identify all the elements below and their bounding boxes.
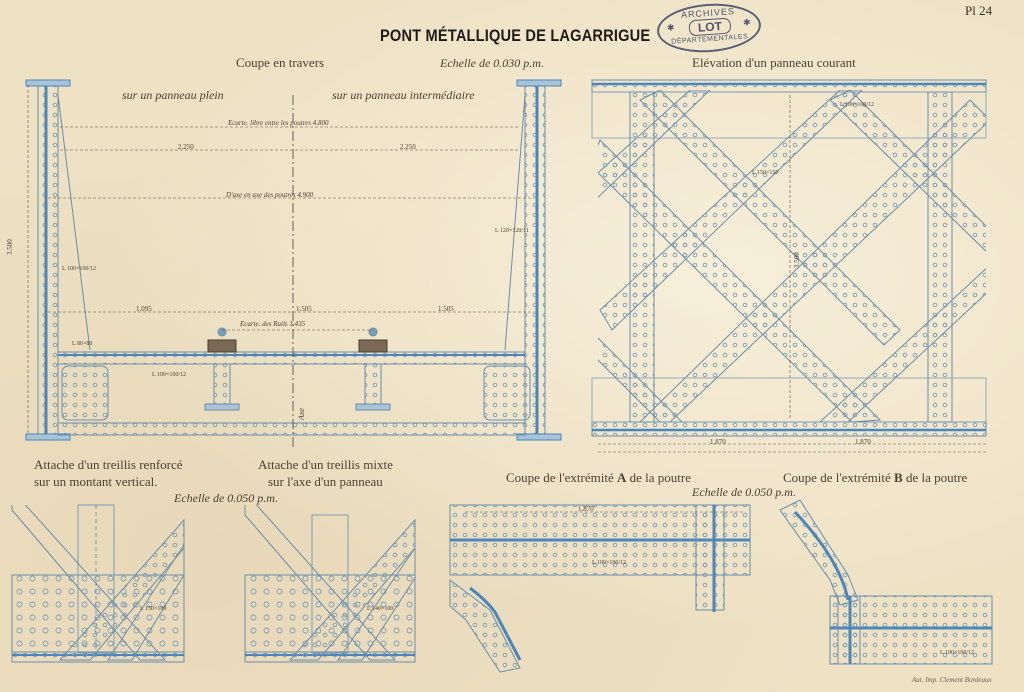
detail-4-title-prefix: Coupe de l'extrémité (783, 470, 895, 485)
detail-3-scale: Echelle de 0.050 p.m. (692, 485, 796, 499)
profile-label: L 100×100/12 (840, 102, 874, 108)
detail-1-title-line-1: Attache d'un treillis renforcé (34, 457, 183, 472)
detail-3-title-letter: A (617, 470, 627, 485)
plate-number: Pl 24 (965, 3, 993, 18)
cross-section-right-label: sur un panneau intermédiaire (332, 88, 475, 102)
profile-label: L 100×100/12 (62, 266, 96, 272)
dim-between-beams: Ecarte. libre entre les poutres 4.800 (228, 119, 329, 127)
dim-lower-left: 1.095 (136, 305, 152, 313)
detail-1-drawing (12, 490, 184, 662)
star-icon: ✱ (742, 17, 752, 28)
dim-lower-right: 1.505 (438, 305, 454, 313)
detail-3-dim-top: 1.870 (578, 505, 594, 513)
detail-1-scale: Echelle de 0.050 p.m. (174, 491, 278, 505)
stamp-line-3: DÉPARTEMENTALES (671, 33, 749, 46)
cross-section-left-label: sur un panneau plein (122, 88, 224, 102)
dim-half-left: 2.250 (178, 143, 194, 151)
page-title: PONT MÉTALLIQUE DE LAGARRIGUE (380, 26, 651, 45)
detail-4-title-letter: B (894, 470, 903, 485)
profile-label: L 80×80 (72, 341, 93, 347)
detail-4-title-suffix: de la poutre (902, 470, 968, 485)
stamp-line-1: ARCHIVES (680, 6, 736, 20)
printer-credit: Aut. Imp. Clement Bordeaux (912, 676, 992, 684)
detail-2-title-line-2: sur l'axe d'un panneau (268, 474, 383, 489)
profile-label: L 100×100/12 (940, 650, 974, 656)
cross-section-title: Coupe en travers (236, 55, 325, 70)
dim-lower-center: 1.505 (296, 305, 312, 313)
detail-1-title-line-2: sur un montant vertical. (34, 474, 158, 489)
profile-label: L 140×100 (367, 606, 394, 612)
stamp-line-2: LOT (688, 17, 731, 36)
detail-4-title (783, 470, 967, 486)
cross-section-height: 3.500 (6, 239, 14, 255)
detail-2-title-line-1: Attache d'un treillis mixte (258, 457, 393, 472)
profile-label: L 100×100/12 (592, 560, 626, 566)
detail-2-drawing (245, 492, 415, 662)
dim-half-right: 2.250 (400, 143, 416, 151)
elevation-title: Elévation d'un panneau courant (692, 55, 856, 70)
cross-section-drawing (26, 80, 561, 450)
elevation-dim-left: 1.870 (710, 438, 726, 446)
detail-3-title (506, 470, 691, 486)
detail-3-drawing (450, 505, 750, 672)
profile-label: L 100×100/12 (152, 372, 186, 378)
elevation-height: 3.500 (793, 252, 801, 268)
elevation-drawing (590, 80, 990, 452)
axis-label: Axe (297, 408, 306, 420)
star-icon: ✱ (666, 22, 675, 33)
detail-3-title-prefix: Coupe de l'extrémité (506, 470, 618, 485)
profile-label: L 120×120/11 (495, 228, 529, 234)
profile-label: L 150×100 (140, 606, 167, 612)
detail-3-title-suffix: de la poutre (626, 470, 692, 485)
elevation-dim-right: 1.870 (855, 438, 871, 446)
dim-axis: D'axe en axe des poutres 4.900 (226, 191, 314, 199)
cross-section-scale: Echelle de 0.030 p.m. (440, 56, 544, 70)
profile-label: L 150×150 (752, 170, 779, 176)
rail-gauge: Ecarte. des Rails 1.435 (240, 320, 306, 328)
detail-4-drawing (780, 500, 992, 664)
